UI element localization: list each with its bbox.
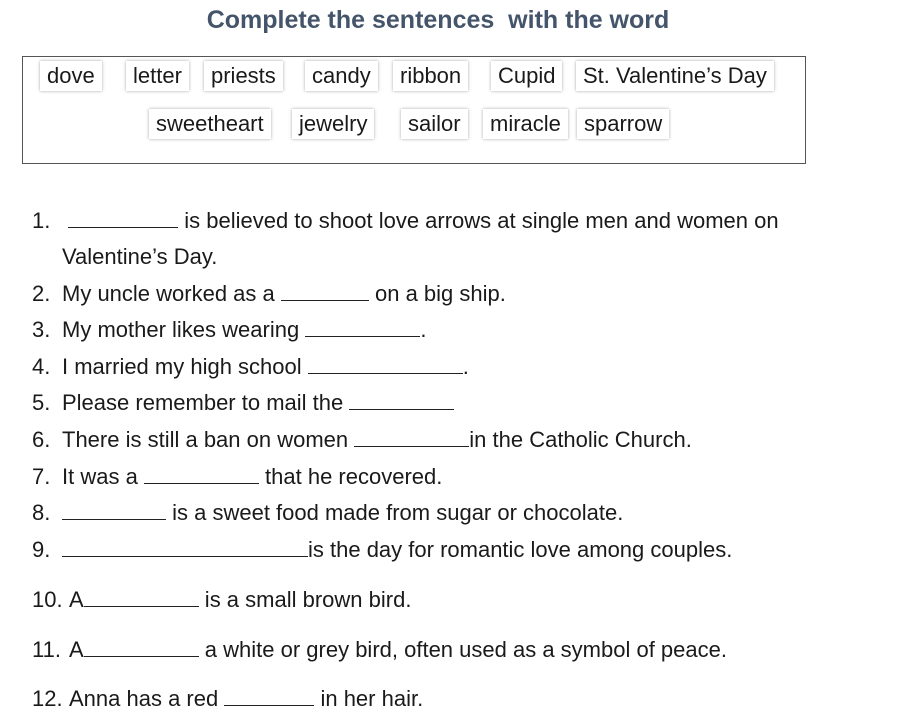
sentence-text: in the Catholic Church. (469, 427, 692, 452)
word-bank (22, 56, 806, 164)
sentence-item (32, 498, 623, 528)
sentence-text: Please remember to mail the (62, 390, 350, 415)
answer-blank[interactable] (281, 282, 369, 301)
sentence-item (32, 462, 442, 492)
sentence-number: 1. (32, 208, 51, 233)
word-chip: letter (126, 61, 189, 91)
sentence-number: 2. (32, 281, 51, 306)
sentence-text: is believed to shoot love arrows at single men and women on (178, 208, 779, 233)
sentence-text: I married my high school (62, 354, 308, 379)
sentence-text: A (69, 587, 84, 612)
sentence-text: that he recovered. (258, 464, 443, 489)
sentence-item (32, 635, 727, 665)
sentence-item (32, 206, 779, 236)
sentence-item (32, 535, 732, 565)
answer-blank[interactable] (62, 501, 166, 520)
word-chip: miracle (483, 109, 568, 139)
word-chip: St. Valentine’s Day (576, 61, 774, 91)
sentence-text: It was a (62, 464, 144, 489)
sentence-item (32, 352, 469, 382)
sentence-text: is a small brown bird. (198, 587, 412, 612)
sentence-text: My mother likes wearing (62, 317, 306, 342)
sentence-number: 10. (32, 587, 63, 612)
sentence-text: is the day for romantic love among couples. (308, 537, 733, 562)
sentence-number: 11. (32, 637, 61, 662)
worksheet-title: Complete the sentences with the word (206, 6, 670, 34)
answer-blank[interactable] (62, 538, 308, 557)
word-chip: Cupid (491, 61, 562, 91)
word-chip: sailor (401, 109, 468, 139)
sentence-text: There is still a ban on women (62, 427, 355, 452)
sentence-text: is a sweet food made from sugar or chocolate. (166, 500, 624, 525)
word-chip: priests (204, 61, 283, 91)
word-chip: candy (305, 61, 378, 91)
answer-blank[interactable] (349, 391, 454, 410)
answer-blank[interactable] (84, 638, 199, 657)
sentence-number: 9. (32, 537, 51, 562)
sentence-item (32, 315, 426, 345)
sentence-number: 3. (32, 317, 51, 342)
sentence-text: A (69, 637, 84, 662)
sentence-text: . (420, 317, 427, 342)
sentence-number: 4. (32, 354, 51, 379)
word-chip: jewelry (292, 109, 374, 139)
sentence-number: 5. (32, 390, 51, 415)
answer-blank[interactable] (224, 687, 314, 706)
word-chip: ribbon (393, 61, 468, 91)
sentence-number: 8. (32, 500, 51, 525)
sentence-item (32, 388, 454, 418)
sentence-continuation: Valentine’s Day. (62, 244, 218, 269)
sentence-number: 6. (32, 427, 51, 452)
answer-blank[interactable] (305, 318, 420, 337)
answer-blank[interactable] (144, 465, 259, 484)
sentence-text: a white or grey bird, often used as a symbol of peace. (198, 637, 727, 662)
sentence-text: . (462, 354, 469, 379)
answer-blank[interactable] (68, 209, 178, 228)
sentence-item (32, 585, 411, 615)
word-chip: sweetheart (149, 109, 271, 139)
sentence-text: Anna has a red (69, 686, 225, 711)
sentence-item (32, 279, 506, 309)
sentence-text: on a big ship. (368, 281, 506, 306)
sentence-text: in her hair. (314, 686, 424, 711)
sentence-number: 12. (32, 686, 63, 711)
sentence-item (32, 684, 423, 714)
answer-blank[interactable] (84, 588, 199, 607)
sentence-item (32, 425, 692, 455)
word-chip: dove (40, 61, 102, 91)
answer-blank[interactable] (354, 428, 469, 447)
sentence-number: 7. (32, 464, 51, 489)
answer-blank[interactable] (308, 355, 463, 374)
word-chip: sparrow (577, 109, 669, 139)
sentence-text: My uncle worked as a (62, 281, 281, 306)
